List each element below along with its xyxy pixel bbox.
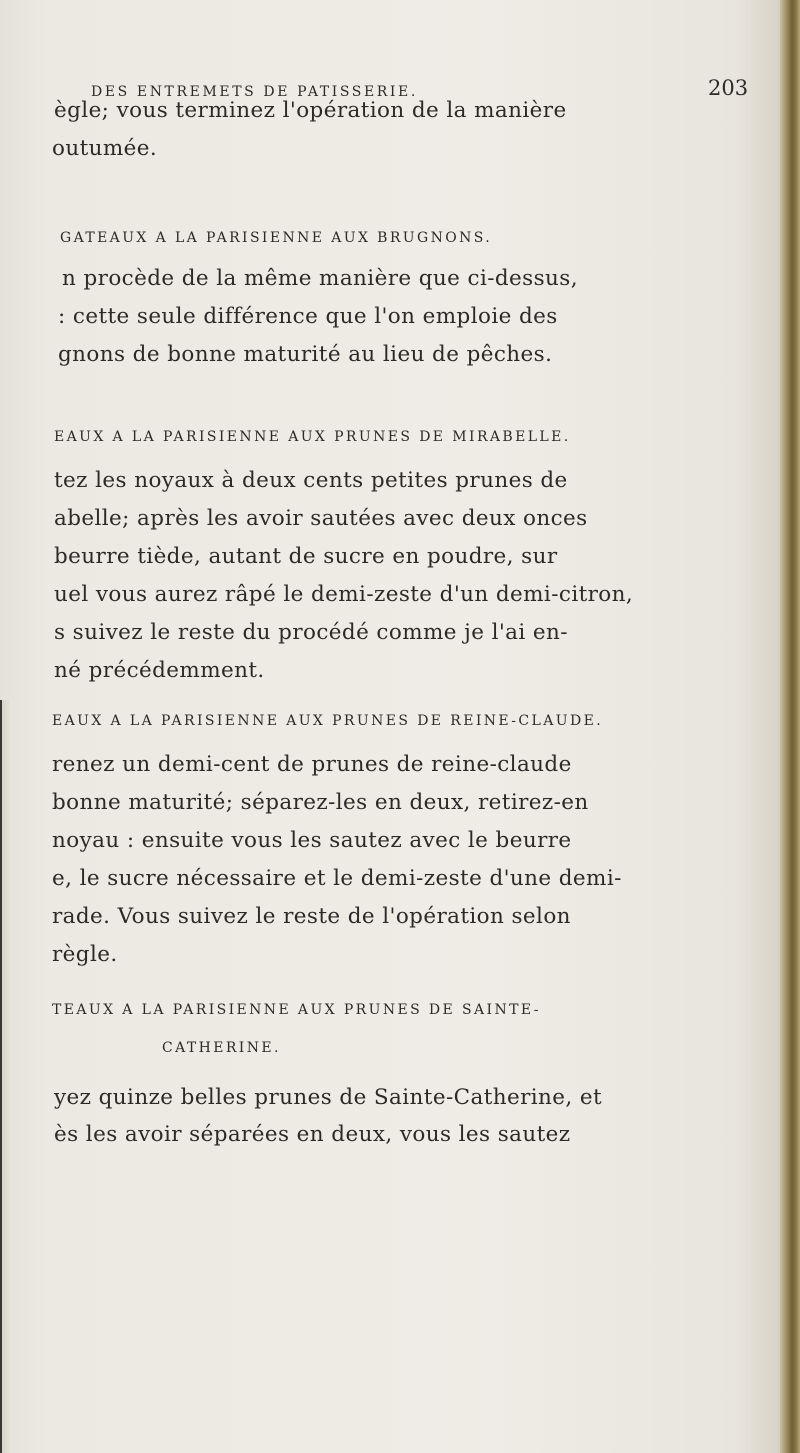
text-line: n procède de la même manière que ci-dessus,	[62, 266, 578, 291]
section-heading: GATEAUX A LA PARISIENNE AUX BRUGNONS.	[60, 230, 493, 246]
text-line: règle.	[52, 942, 118, 967]
text-line: noyau : ensuite vous les sautez avec le beurre	[52, 828, 572, 853]
text-line: yez quinze belles prunes de Sainte-Catherine, et	[54, 1085, 603, 1110]
running-head: DES ENTREMETS DE PATISSERIE.	[91, 84, 418, 100]
section-heading: EAUX A LA PARISIENNE AUX PRUNES DE MIRABELLE.	[54, 429, 571, 445]
text-line: ès les avoir séparées en deux, vous les sautez	[54, 1122, 571, 1147]
page-gutter-shadow	[0, 700, 12, 1453]
text-line: e, le sucre nécessaire et le demi-zeste d'une demi-	[52, 866, 622, 891]
text-line: uel vous aurez râpé le demi-zeste d'un demi-citron,	[54, 582, 634, 607]
text-line: s suivez le reste du procédé comme je l'ai en-	[54, 620, 568, 645]
text-line: ègle; vous terminez l'opération de la manière	[54, 98, 567, 123]
text-line: : cette seule différence que l'on emploie des	[58, 304, 558, 329]
text-line: né précédemment.	[54, 658, 265, 683]
page-edge	[780, 0, 800, 1453]
text-line: bonne maturité; séparez-les en deux, retirez-en	[52, 790, 589, 815]
text-line: outumée.	[52, 136, 158, 161]
text-line: rade. Vous suivez le reste de l'opération selon	[52, 904, 571, 929]
section-heading: EAUX A LA PARISIENNE AUX PRUNES DE REINE-CLAUDE.	[52, 713, 604, 729]
text-line: tez les noyaux à deux cents petites prunes de	[54, 468, 568, 493]
text-line: renez un demi-cent de prunes de reine-claude	[52, 752, 572, 777]
text-line: gnons de bonne maturité au lieu de pêches.	[58, 342, 553, 367]
page-number: 203	[708, 76, 749, 100]
text-line: beurre tiède, autant de sucre en poudre, sur	[54, 544, 558, 569]
section-heading: TEAUX A LA PARISIENNE AUX PRUNES DE SAINTE-	[52, 1002, 541, 1018]
text-line: abelle; après les avoir sautées avec deux onces	[54, 506, 588, 531]
section-heading: CATHERINE.	[162, 1040, 281, 1056]
